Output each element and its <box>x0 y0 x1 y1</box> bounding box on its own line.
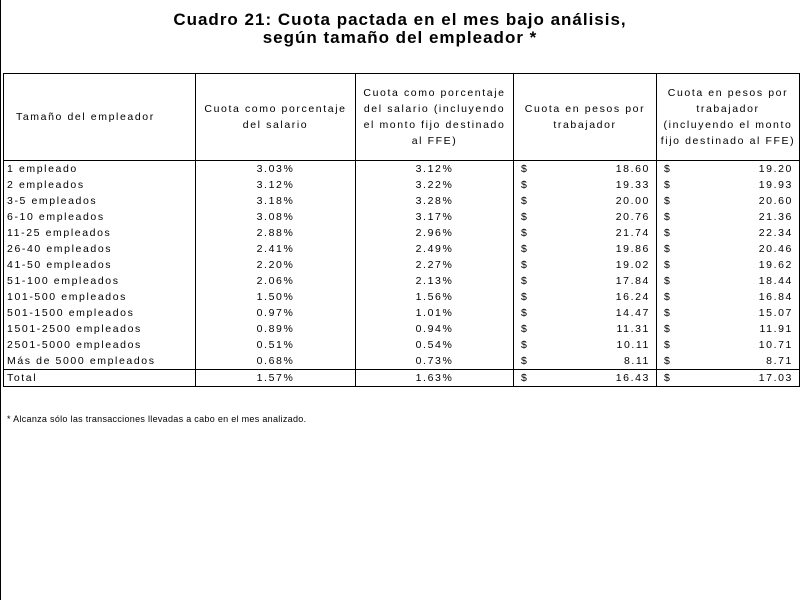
column-header-size: Tamaño del empleador <box>4 74 196 161</box>
pct-cell: 0.51% <box>196 337 356 353</box>
size-cell: 41-50 empleados <box>4 257 196 273</box>
pesos-ffe-cell <box>657 337 800 353</box>
pesos-value: 19.86 <box>615 243 650 255</box>
pesos-ffe-value: 20.46 <box>758 243 793 255</box>
size-cell: 2501-5000 empleados <box>4 337 196 353</box>
quota-table <box>3 73 800 387</box>
pct-ffe-cell: 0.54% <box>356 337 514 353</box>
currency-symbol: $ <box>521 259 529 271</box>
pesos-ffe-value: 8.71 <box>766 355 793 367</box>
pesos-value: 20.76 <box>615 211 650 223</box>
currency-symbol: $ <box>664 195 672 207</box>
currency-symbol: $ <box>521 243 529 255</box>
currency-symbol: $ <box>664 307 672 319</box>
column-header-pesos-ffe: Cuota en pesos por trabajador (incluyendo el monto fijo destinado al FFE) <box>657 74 800 161</box>
pesos-value: 19.33 <box>615 179 650 191</box>
pesos-cell <box>514 241 657 257</box>
size-cell: 26-40 empleados <box>4 241 196 257</box>
pesos-value: 21.74 <box>615 227 650 239</box>
table-row <box>4 177 800 193</box>
currency-symbol: $ <box>521 291 529 303</box>
pct-cell: 2.41% <box>196 241 356 257</box>
pct-cell: 2.20% <box>196 257 356 273</box>
currency-symbol: $ <box>664 243 672 255</box>
pct-cell: 3.03% <box>196 161 356 178</box>
currency-symbol: $ <box>664 355 672 367</box>
pesos-ffe-cell <box>657 161 800 178</box>
pesos-ffe-cell <box>657 241 800 257</box>
table-row <box>4 321 800 337</box>
pesos-ffe-value: 10.71 <box>758 339 793 351</box>
pesos-cell <box>514 337 657 353</box>
column-header-pesos: Cuota en pesos por trabajador <box>514 74 657 161</box>
total-label: Total <box>4 370 196 387</box>
pesos-ffe-cell <box>657 209 800 225</box>
size-cell: 2 empleados <box>4 177 196 193</box>
pesos-cell <box>514 193 657 209</box>
currency-symbol: $ <box>521 179 529 191</box>
pesos-cell <box>514 321 657 337</box>
table-row <box>4 193 800 209</box>
pesos-value: 20.00 <box>615 195 650 207</box>
pct-ffe-cell: 3.12% <box>356 161 514 178</box>
pesos-value: 17.84 <box>615 275 650 287</box>
pesos-ffe-cell <box>657 305 800 321</box>
currency-symbol: $ <box>521 307 529 319</box>
table-body <box>4 161 800 370</box>
pct-cell: 0.89% <box>196 321 356 337</box>
size-cell: 101-500 empleados <box>4 289 196 305</box>
title-line-1: Cuadro 21: Cuota pactada en el mes bajo análisis, <box>173 10 627 29</box>
currency-symbol: $ <box>521 163 529 175</box>
pct-ffe-cell: 2.27% <box>356 257 514 273</box>
pesos-ffe-value: 18.44 <box>758 275 793 287</box>
total-pesos <box>514 370 657 387</box>
total-pesos-value: 16.43 <box>615 372 650 384</box>
pesos-cell <box>514 225 657 241</box>
size-cell: 51-100 empleados <box>4 273 196 289</box>
size-cell: 11-25 empleados <box>4 225 196 241</box>
table-row <box>4 289 800 305</box>
total-pct: 1.57% <box>196 370 356 387</box>
pesos-value: 16.24 <box>615 291 650 303</box>
pesos-cell <box>514 161 657 178</box>
table-row <box>4 273 800 289</box>
pesos-cell <box>514 353 657 370</box>
pesos-value: 11.31 <box>616 323 650 335</box>
pesos-value: 10.11 <box>616 339 650 351</box>
footnote: * Alcanza sólo las transacciones llevadas a cabo en el mes analizado. <box>7 414 307 424</box>
pct-ffe-cell: 2.49% <box>356 241 514 257</box>
currency-symbol: $ <box>521 339 529 351</box>
currency-symbol: $ <box>664 339 672 351</box>
table-row <box>4 353 800 370</box>
pesos-value: 19.02 <box>615 259 650 271</box>
pesos-ffe-value: 21.36 <box>758 211 793 223</box>
currency-symbol: $ <box>664 275 672 287</box>
pct-cell: 2.88% <box>196 225 356 241</box>
table-row <box>4 161 800 178</box>
pct-cell: 2.06% <box>196 273 356 289</box>
pesos-ffe-value: 15.07 <box>758 307 793 319</box>
table-row <box>4 305 800 321</box>
pesos-ffe-cell <box>657 177 800 193</box>
currency-symbol: $ <box>664 163 672 175</box>
pct-ffe-cell: 3.28% <box>356 193 514 209</box>
table-row <box>4 209 800 225</box>
table-row <box>4 225 800 241</box>
currency-symbol: $ <box>521 372 529 384</box>
column-header-pct: Cuota como porcentaje del salario <box>196 74 356 161</box>
pct-cell: 3.08% <box>196 209 356 225</box>
size-cell: 501-1500 empleados <box>4 305 196 321</box>
size-cell: 1 empleado <box>4 161 196 178</box>
pesos-ffe-value: 22.34 <box>758 227 793 239</box>
pesos-ffe-value: 16.84 <box>758 291 793 303</box>
currency-symbol: $ <box>521 323 529 335</box>
pesos-cell <box>514 257 657 273</box>
pesos-cell <box>514 177 657 193</box>
pesos-ffe-cell <box>657 353 800 370</box>
pct-cell: 0.68% <box>196 353 356 370</box>
total-pct-ffe: 1.63% <box>356 370 514 387</box>
table-header-row <box>4 74 800 161</box>
currency-symbol: $ <box>521 227 529 239</box>
pesos-ffe-cell <box>657 289 800 305</box>
pesos-ffe-value: 11.91 <box>759 323 793 335</box>
pesos-cell <box>514 273 657 289</box>
pct-ffe-cell: 0.73% <box>356 353 514 370</box>
pesos-ffe-cell <box>657 257 800 273</box>
currency-symbol: $ <box>664 227 672 239</box>
table-row <box>4 257 800 273</box>
left-border <box>0 0 1 600</box>
pesos-ffe-cell <box>657 321 800 337</box>
size-cell: Más de 5000 empleados <box>4 353 196 370</box>
pesos-value: 18.60 <box>615 163 650 175</box>
pesos-ffe-cell <box>657 273 800 289</box>
currency-symbol: $ <box>521 275 529 287</box>
title-line-2: según tamaño del empleador * <box>262 28 538 47</box>
pct-ffe-cell: 3.17% <box>356 209 514 225</box>
page-title <box>0 11 800 47</box>
table-row <box>4 241 800 257</box>
pesos-ffe-value: 19.62 <box>758 259 793 271</box>
currency-symbol: $ <box>664 323 672 335</box>
pct-ffe-cell: 0.94% <box>356 321 514 337</box>
currency-symbol: $ <box>521 195 529 207</box>
currency-symbol: $ <box>664 211 672 223</box>
pesos-ffe-cell <box>657 225 800 241</box>
pct-cell: 0.97% <box>196 305 356 321</box>
pesos-cell <box>514 209 657 225</box>
pesos-ffe-cell <box>657 193 800 209</box>
table-total-row <box>4 370 800 387</box>
total-pesos-ffe-value: 17.03 <box>758 372 793 384</box>
pesos-ffe-value: 20.60 <box>758 195 793 207</box>
column-header-pct-ffe: Cuota como porcentaje del salario (incluyendo el monto fijo destinado al FFE) <box>356 74 514 161</box>
currency-symbol: $ <box>664 179 672 191</box>
pct-ffe-cell: 3.22% <box>356 177 514 193</box>
size-cell: 6-10 empleados <box>4 209 196 225</box>
pesos-ffe-value: 19.20 <box>758 163 793 175</box>
currency-symbol: $ <box>664 291 672 303</box>
pct-ffe-cell: 1.01% <box>356 305 514 321</box>
pesos-ffe-value: 19.93 <box>758 179 793 191</box>
currency-symbol: $ <box>664 259 672 271</box>
size-cell: 3-5 empleados <box>4 193 196 209</box>
currency-symbol: $ <box>664 372 672 384</box>
pesos-value: 8.11 <box>623 355 650 367</box>
pct-ffe-cell: 1.56% <box>356 289 514 305</box>
pct-ffe-cell: 2.13% <box>356 273 514 289</box>
pct-cell: 3.12% <box>196 177 356 193</box>
pesos-value: 14.47 <box>615 307 650 319</box>
pesos-cell <box>514 289 657 305</box>
size-cell: 1501-2500 empleados <box>4 321 196 337</box>
pesos-cell <box>514 305 657 321</box>
currency-symbol: $ <box>521 211 529 223</box>
currency-symbol: $ <box>521 355 529 367</box>
total-pesos-ffe <box>657 370 800 387</box>
pct-ffe-cell: 2.96% <box>356 225 514 241</box>
table-row <box>4 337 800 353</box>
pct-cell: 3.18% <box>196 193 356 209</box>
pct-cell: 1.50% <box>196 289 356 305</box>
